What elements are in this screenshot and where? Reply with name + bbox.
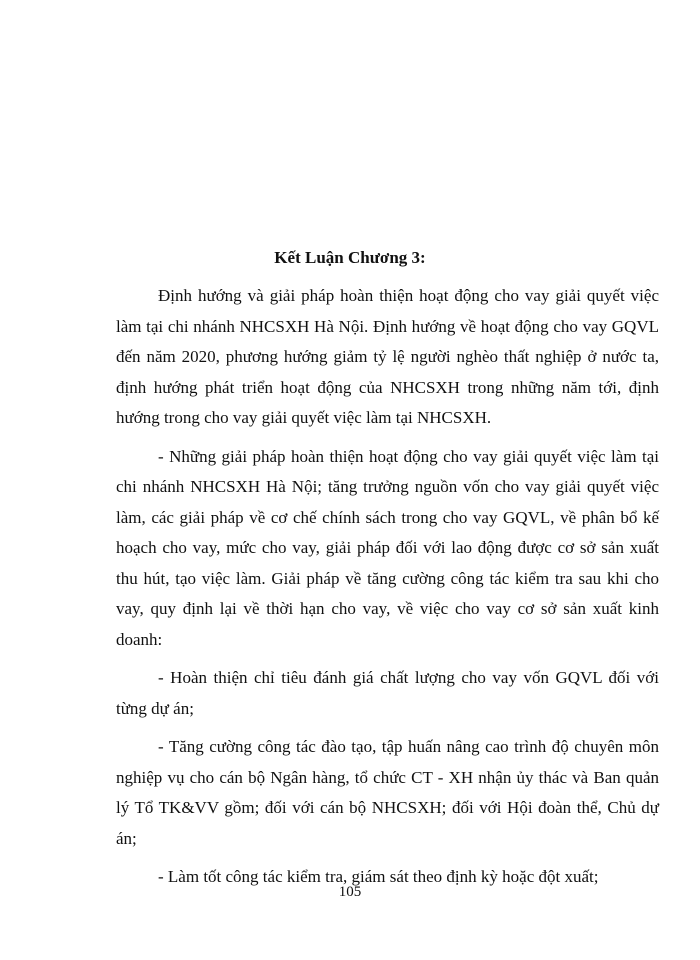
paragraph-quality-criteria: - Hoàn thiện chỉ tiêu đánh giá chất lượng cho vay vốn GQVL đối với từng dự án; — [116, 668, 659, 718]
paragraph-inspection: - Làm tốt công tác kiểm tra, giám sát theo định kỳ hoặc đột xuất; — [158, 867, 599, 886]
chapter-conclusion-heading: Kết Luận Chương 3: — [274, 248, 426, 267]
page-number: 105 — [338, 884, 362, 900]
paragraph-orientation: Định hướng và giải pháp hoàn thiện hoạt động cho vay giải quyết việc làm tại chi nhánh NHCSXH Hà Nội. Định hướng về hoạt động cho vay GQVL đến năm 2020, phương hướng giảm tỷ lệ người nghèo thất nghiệp ở nước ta, định hướng phát triển hoạt động của NHCSXH trong những năm tới, định hướng trong cho vay giải quyết việc làm tại NHCSXH. — [116, 286, 659, 427]
paragraph-training: - Tăng cường công tác đào tạo, tập huấn nâng cao trình độ chuyên môn nghiệp vụ cho cán bộ Ngân hàng, tổ chức CT - XH nhận ủy thác và Ban quản lý Tổ TK&VV gồm; đối với cán bộ NHCSXH; đối với Hội đoàn thể, Chủ dự án; — [116, 737, 659, 848]
paragraph-solutions: - Những giải pháp hoàn thiện hoạt động cho vay giải quyết việc làm tại chi nhánh NHCSXH Hà Nội; tăng trưởng nguồn vốn cho vay giải quyết việc làm, các giải pháp về cơ chế chính sách trong cho vay GQVL, về phân bổ kế hoạch cho vay, mức cho vay, giải pháp đối với lao động được cơ sở sản xuất thu hút, tạo việc làm. Giải pháp về tăng cường công tác kiểm tra sau khi cho vay, quy định lại về thời hạn cho vay, về việc cho vay cơ sở sản xuất kinh doanh: — [116, 446, 659, 649]
body-text — [116, 281, 659, 901]
